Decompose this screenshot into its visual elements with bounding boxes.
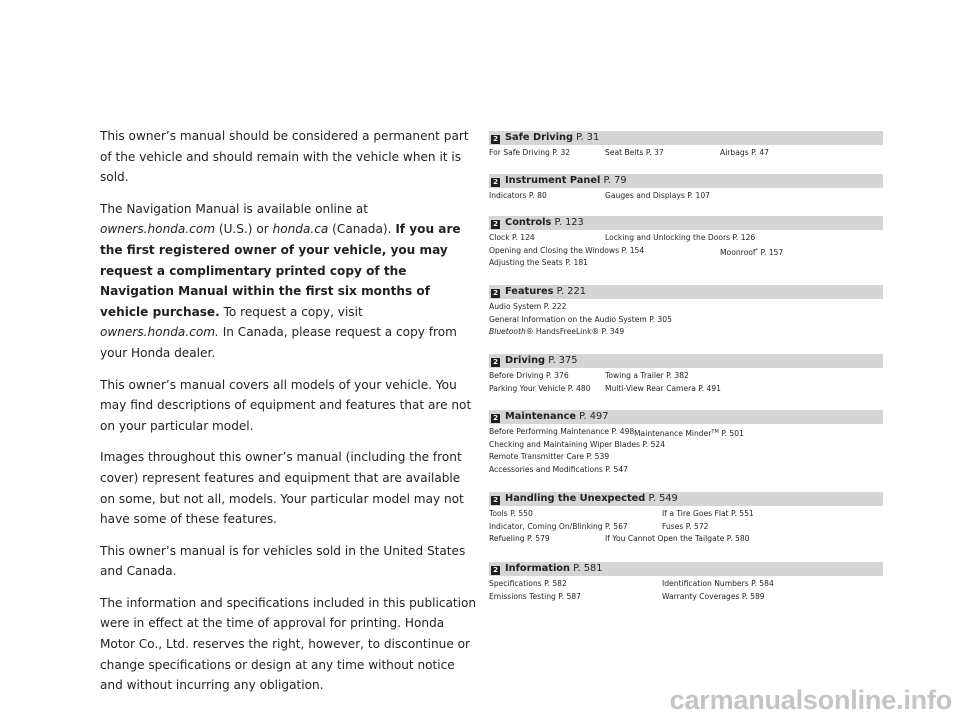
toc-row bbox=[489, 464, 883, 477]
toc-section-header[interactable] bbox=[489, 131, 883, 145]
toc-section-header[interactable] bbox=[489, 354, 883, 368]
reference-arrow-icon: 2 bbox=[491, 566, 500, 575]
toc-link[interactable]: Maintenance Minder™ P. 501 bbox=[634, 429, 744, 438]
toc-section bbox=[489, 562, 883, 603]
toc-section bbox=[489, 131, 883, 160]
toc-link[interactable]: Before Driving P. 376 bbox=[489, 371, 569, 380]
honda-ca-link: honda.ca bbox=[272, 222, 329, 237]
toc-link[interactable]: Towing a Trailer P. 382 bbox=[605, 371, 689, 380]
toc-link[interactable]: Opening and Closing the Windows P. 154 bbox=[489, 245, 645, 255]
reference-arrow-icon: 2 bbox=[491, 496, 500, 505]
toc-section-page: P. 79 bbox=[603, 175, 627, 186]
toc-section-page: P. 221 bbox=[556, 286, 586, 297]
owners-honda-link-2: owners.honda.com. bbox=[100, 325, 219, 340]
toc-link[interactable]: Tools P. 550 bbox=[489, 509, 533, 518]
toc-row bbox=[489, 257, 883, 270]
toc-link[interactable]: Indicator, Coming On/Blinking P. 567 bbox=[489, 521, 628, 531]
toc-section-title: Maintenance bbox=[505, 411, 577, 422]
reference-arrow-icon: 2 bbox=[491, 289, 500, 298]
toc-row bbox=[489, 439, 883, 452]
toc-row bbox=[489, 508, 883, 521]
toc-section bbox=[489, 174, 883, 203]
toc-section-header[interactable] bbox=[489, 174, 883, 188]
toc-section-header[interactable] bbox=[489, 410, 883, 424]
intro-text bbox=[100, 126, 477, 696]
toc-section-page: P. 581 bbox=[573, 563, 603, 574]
intro-paragraph-permanent: This owner’s manual should be considered a permanent part of the vehicle and should remain with the vehicle when it is sold. bbox=[100, 129, 469, 185]
toc-section-title: Handling the Unexpected bbox=[505, 493, 646, 504]
toc-row bbox=[489, 245, 883, 258]
toc-row bbox=[489, 426, 883, 439]
toc-row bbox=[489, 370, 883, 383]
intro-paragraph-images: Images throughout this owner’s manual (including the front cover) represent features and equipment that are available on some, but not all, models. Your particular model may not have some of these features. bbox=[100, 450, 464, 527]
intro-paragraph-region: This owner’s manual is for vehicles sold in the United States and Canada. bbox=[100, 543, 466, 579]
toc-section-page: P. 123 bbox=[554, 217, 584, 228]
toc-section bbox=[489, 216, 883, 270]
toc-link[interactable]: Before Performing Maintenance P. 498 bbox=[489, 427, 635, 436]
toc-link[interactable]: If a Tire Goes Flat P. 551 bbox=[662, 509, 754, 518]
toc-section-title: Controls bbox=[505, 217, 552, 228]
toc-link[interactable]: Fuses P. 572 bbox=[662, 521, 709, 531]
toc-row bbox=[489, 147, 883, 160]
toc-section-header[interactable] bbox=[489, 492, 883, 506]
toc-link[interactable]: Specifications P. 582 bbox=[489, 579, 567, 588]
toc-link[interactable]: Gauges and Displays P. 107 bbox=[605, 191, 710, 200]
toc-link[interactable]: Parking Your Vehicle P. 480 bbox=[489, 383, 591, 393]
toc-row bbox=[489, 314, 883, 327]
toc-link[interactable]: Audio System P. 222 bbox=[489, 302, 567, 311]
toc-link[interactable]: General Information on the Audio System P. 305 bbox=[489, 314, 672, 324]
toc-section-header[interactable] bbox=[489, 562, 883, 576]
toc-link[interactable]: Locking and Unlocking the Doors P. 126 bbox=[605, 233, 756, 242]
toc-section-page: P. 549 bbox=[648, 493, 678, 504]
toc-link[interactable]: Moonroof* P. 157 bbox=[720, 247, 784, 257]
toc-link[interactable]: Adjusting the Seats P. 181 bbox=[489, 258, 588, 267]
toc-section bbox=[489, 492, 883, 546]
reference-arrow-icon: 2 bbox=[491, 220, 500, 229]
owners-honda-link: owners.honda.com bbox=[100, 222, 216, 237]
intro-paragraph-disclaimer: The information and specifications included in this publication were in effect at the time of approval for printing. Honda Motor Co., Ltd. reserves the right, however, to discontinue or change specifications or design at any time without notice and without incurring any obligation. bbox=[100, 595, 477, 693]
reference-arrow-icon: 2 bbox=[491, 178, 500, 187]
toc-section-page: P. 31 bbox=[576, 132, 600, 143]
toc-link[interactable]: Indicators P. 80 bbox=[489, 191, 547, 200]
complimentary-copy-note: If you are the first registered owner of your vehicle, you may request a complimentary printed copy of the Navigation Manual within the first six months of vehicle purchase. bbox=[100, 222, 461, 319]
reference-arrow-icon: 2 bbox=[491, 135, 500, 144]
reference-arrow-icon: 2 bbox=[491, 414, 500, 423]
toc-section bbox=[489, 285, 883, 339]
toc-section-page: P. 497 bbox=[579, 411, 609, 422]
toc-section bbox=[489, 354, 883, 395]
toc-row bbox=[489, 591, 883, 604]
toc-link[interactable]: Multi-View Rear Camera P. 491 bbox=[605, 383, 722, 393]
toc-link[interactable]: For Safe Driving P. 32 bbox=[489, 148, 571, 157]
toc-section-title: Driving bbox=[505, 355, 546, 366]
toc-link[interactable]: Warranty Coverages P. 589 bbox=[662, 591, 765, 601]
toc-row bbox=[489, 326, 883, 339]
watermark-logo: carmanualsonline.info bbox=[669, 685, 952, 715]
toc-link[interactable]: Airbags P. 47 bbox=[720, 148, 769, 157]
reference-arrow-icon: 2 bbox=[491, 358, 500, 367]
toc-section-title: Information bbox=[505, 563, 571, 574]
toc-link[interactable]: If You Cannot Open the Tailgate P. 580 bbox=[605, 534, 750, 543]
toc-row bbox=[489, 190, 883, 203]
toc-section-header[interactable] bbox=[489, 285, 883, 299]
toc-section-title: Instrument Panel bbox=[505, 175, 601, 186]
intro-paragraph-models: This owner’s manual covers all models of your vehicle. You may find descriptions of equipment and features that are not on your particular model. bbox=[100, 377, 472, 433]
toc-section bbox=[489, 410, 883, 476]
toc-link[interactable]: Refueling P. 579 bbox=[489, 534, 550, 543]
toc-link[interactable]: Checking and Maintaining Wiper Blades P. 524 bbox=[489, 439, 666, 449]
toc-row bbox=[489, 451, 883, 464]
toc-section-title: Features bbox=[505, 286, 554, 297]
intro-paragraph-navigation: The Navigation Manual is available online at owners.honda.com (U.S.) or honda.ca (Canada). If you are the first registered owner of your vehicle, you may request a complimentary printed copy of the Navigation Manual within the first six months of vehicle purchase. To request a copy, visit owners.honda.com. In Canada, please request a copy from your Honda dealer. bbox=[100, 201, 461, 360]
toc-row bbox=[489, 301, 883, 314]
toc-row bbox=[489, 578, 883, 591]
toc-link[interactable]: Accessories and Modifications P. 547 bbox=[489, 464, 628, 474]
toc-link[interactable]: Emissions Testing P. 587 bbox=[489, 591, 581, 601]
toc-link[interactable]: Bluetooth® HandsFreeLink® P. 349 bbox=[489, 327, 625, 336]
toc-section-header[interactable] bbox=[489, 216, 883, 230]
toc-row bbox=[489, 521, 883, 534]
toc-link[interactable]: Clock P. 124 bbox=[489, 233, 535, 242]
toc-row bbox=[489, 383, 883, 396]
toc-link[interactable]: Seat Belts P. 37 bbox=[605, 148, 664, 157]
toc-row bbox=[489, 232, 883, 245]
toc-row bbox=[489, 533, 883, 546]
toc-section-page: P. 375 bbox=[548, 355, 578, 366]
toc-link[interactable]: Remote Transmitter Care P. 539 bbox=[489, 452, 610, 461]
toc-link[interactable]: Identification Numbers P. 584 bbox=[662, 579, 774, 588]
toc-section-title: Safe Driving bbox=[505, 132, 574, 143]
